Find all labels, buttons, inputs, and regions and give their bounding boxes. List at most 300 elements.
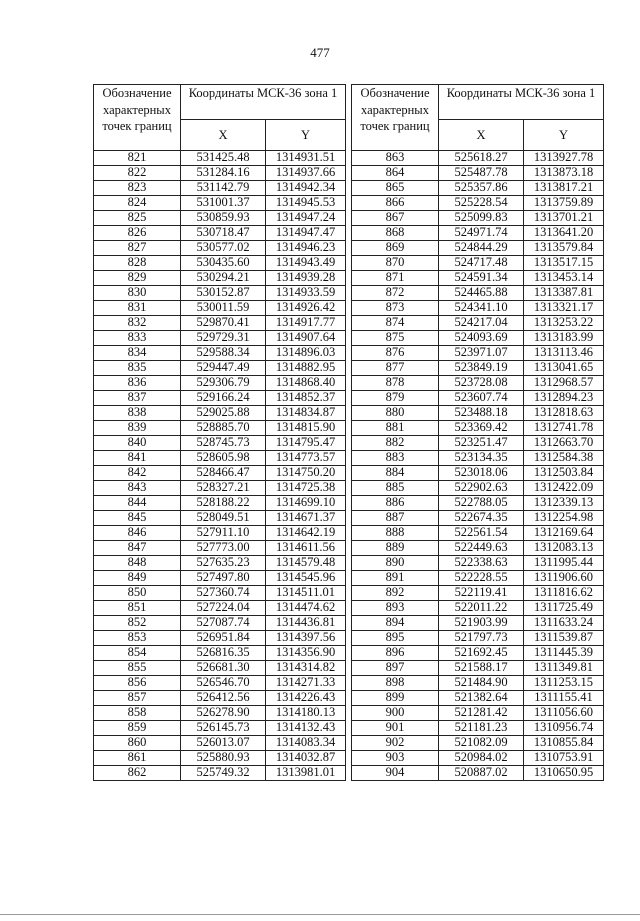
x-cell: 520887.02	[439, 766, 524, 781]
y-cell: 1314917.77	[266, 316, 346, 331]
x-cell: 531142.79	[181, 181, 266, 196]
point-cell: 833	[94, 331, 181, 346]
header-y: Y	[524, 120, 604, 151]
x-cell: 531001.37	[181, 196, 266, 211]
x-cell: 528188.22	[181, 496, 266, 511]
point-cell: 883	[352, 451, 439, 466]
y-cell: 1311633.24	[524, 616, 604, 631]
table-row	[352, 496, 604, 511]
point-cell: 840	[94, 436, 181, 451]
point-cell: 892	[352, 586, 439, 601]
table-row	[94, 526, 346, 541]
y-cell: 1310753.91	[524, 751, 604, 766]
point-cell: 862	[94, 766, 181, 781]
table-row	[352, 706, 604, 721]
y-cell: 1314397.56	[266, 631, 346, 646]
table-row	[94, 721, 346, 736]
x-cell: 522119.41	[439, 586, 524, 601]
y-cell: 1314180.13	[266, 706, 346, 721]
y-cell: 1313183.99	[524, 331, 604, 346]
y-cell: 1314882.95	[266, 361, 346, 376]
y-cell: 1314852.37	[266, 391, 346, 406]
table-row	[352, 631, 604, 646]
x-cell: 525357.86	[439, 181, 524, 196]
table-row	[94, 616, 346, 631]
table-row	[352, 601, 604, 616]
x-cell: 528049.51	[181, 511, 266, 526]
y-cell: 1314945.53	[266, 196, 346, 211]
table-row	[352, 241, 604, 256]
table-row	[352, 406, 604, 421]
x-cell: 522902.63	[439, 481, 524, 496]
point-cell: 839	[94, 421, 181, 436]
table-row	[352, 301, 604, 316]
point-cell: 847	[94, 541, 181, 556]
y-cell: 1313321.17	[524, 301, 604, 316]
y-cell: 1312818.63	[524, 406, 604, 421]
point-cell: 879	[352, 391, 439, 406]
table-row	[94, 256, 346, 271]
y-cell: 1314947.24	[266, 211, 346, 226]
header-point: Обозначение характерных точек границ	[352, 85, 439, 151]
x-cell: 526145.73	[181, 721, 266, 736]
x-cell: 527773.00	[181, 541, 266, 556]
y-cell: 1314795.47	[266, 436, 346, 451]
point-cell: 851	[94, 601, 181, 616]
point-cell: 880	[352, 406, 439, 421]
x-cell: 529870.41	[181, 316, 266, 331]
table-row	[352, 376, 604, 391]
table-row	[352, 766, 604, 781]
y-cell: 1311445.39	[524, 646, 604, 661]
x-cell: 524717.48	[439, 256, 524, 271]
table-row	[352, 226, 604, 241]
y-cell: 1314725.38	[266, 481, 346, 496]
table-row	[94, 481, 346, 496]
x-cell: 529025.88	[181, 406, 266, 421]
point-cell: 897	[352, 661, 439, 676]
table-row	[94, 346, 346, 361]
point-cell: 854	[94, 646, 181, 661]
y-cell: 1314226.43	[266, 691, 346, 706]
table-row	[94, 496, 346, 511]
x-cell: 521588.17	[439, 661, 524, 676]
point-cell: 894	[352, 616, 439, 631]
header-x: X	[439, 120, 524, 151]
x-cell: 523849.19	[439, 361, 524, 376]
table-row	[352, 751, 604, 766]
x-cell: 522561.54	[439, 526, 524, 541]
y-cell: 1313701.21	[524, 211, 604, 226]
x-cell: 522674.35	[439, 511, 524, 526]
x-cell: 529588.34	[181, 346, 266, 361]
y-cell: 1312503.84	[524, 466, 604, 481]
table-row	[352, 676, 604, 691]
point-cell: 842	[94, 466, 181, 481]
y-cell: 1314815.90	[266, 421, 346, 436]
table-row	[352, 331, 604, 346]
y-cell: 1313041.65	[524, 361, 604, 376]
y-cell: 1314314.82	[266, 661, 346, 676]
y-cell: 1311155.41	[524, 691, 604, 706]
point-cell: 900	[352, 706, 439, 721]
x-cell: 531284.16	[181, 166, 266, 181]
y-cell: 1314750.20	[266, 466, 346, 481]
table-row	[94, 406, 346, 421]
y-cell: 1314671.37	[266, 511, 346, 526]
point-cell: 876	[352, 346, 439, 361]
header-coords: Координаты МСК-36 зона 1	[439, 85, 604, 120]
y-cell: 1313113.46	[524, 346, 604, 361]
coordinates-table-right	[351, 84, 604, 781]
point-cell: 844	[94, 496, 181, 511]
x-cell: 526816.35	[181, 646, 266, 661]
table-row	[94, 541, 346, 556]
point-cell: 890	[352, 556, 439, 571]
table-row	[94, 241, 346, 256]
x-cell: 524093.69	[439, 331, 524, 346]
y-cell: 1314834.87	[266, 406, 346, 421]
header-x: X	[181, 120, 266, 151]
point-cell: 863	[352, 151, 439, 166]
x-cell: 530577.02	[181, 241, 266, 256]
header-point: Обозначение характерных точек границ	[94, 85, 181, 151]
x-cell: 527224.04	[181, 601, 266, 616]
header-coords: Координаты МСК-36 зона 1	[181, 85, 346, 120]
y-cell: 1314943.49	[266, 256, 346, 271]
y-cell: 1312254.98	[524, 511, 604, 526]
y-cell: 1312584.38	[524, 451, 604, 466]
table-row	[94, 181, 346, 196]
table-row	[94, 421, 346, 436]
table-row	[352, 196, 604, 211]
point-cell: 885	[352, 481, 439, 496]
y-cell: 1313387.81	[524, 286, 604, 301]
point-cell: 865	[352, 181, 439, 196]
table-row	[352, 316, 604, 331]
y-cell: 1313817.21	[524, 181, 604, 196]
y-cell: 1314271.33	[266, 676, 346, 691]
x-cell: 525880.93	[181, 751, 266, 766]
point-cell: 866	[352, 196, 439, 211]
point-cell: 903	[352, 751, 439, 766]
x-cell: 530859.93	[181, 211, 266, 226]
point-cell: 827	[94, 241, 181, 256]
y-cell: 1310855.84	[524, 736, 604, 751]
y-cell: 1314946.23	[266, 241, 346, 256]
point-cell: 821	[94, 151, 181, 166]
x-cell: 523728.08	[439, 376, 524, 391]
y-cell: 1311253.15	[524, 676, 604, 691]
x-cell: 523488.18	[439, 406, 524, 421]
point-cell: 825	[94, 211, 181, 226]
x-cell: 521181.23	[439, 721, 524, 736]
y-cell: 1312083.13	[524, 541, 604, 556]
x-cell: 524591.34	[439, 271, 524, 286]
table-row	[94, 196, 346, 211]
y-cell: 1314942.34	[266, 181, 346, 196]
y-cell: 1314907.64	[266, 331, 346, 346]
x-cell: 527497.80	[181, 571, 266, 586]
table-row	[352, 286, 604, 301]
table-row	[94, 736, 346, 751]
x-cell: 528605.98	[181, 451, 266, 466]
table-row	[94, 301, 346, 316]
y-cell: 1314947.47	[266, 226, 346, 241]
y-cell: 1313517.15	[524, 256, 604, 271]
x-cell: 530294.21	[181, 271, 266, 286]
y-cell: 1314933.59	[266, 286, 346, 301]
table-row	[352, 151, 604, 166]
table-row	[94, 691, 346, 706]
point-cell: 869	[352, 241, 439, 256]
x-cell: 526681.30	[181, 661, 266, 676]
x-cell: 521797.73	[439, 631, 524, 646]
table-row	[94, 286, 346, 301]
table-row	[352, 211, 604, 226]
point-cell: 887	[352, 511, 439, 526]
point-cell: 861	[94, 751, 181, 766]
x-cell: 524217.04	[439, 316, 524, 331]
point-cell: 837	[94, 391, 181, 406]
x-cell: 524844.29	[439, 241, 524, 256]
x-cell: 521484.90	[439, 676, 524, 691]
x-cell: 526951.84	[181, 631, 266, 646]
x-cell: 524465.88	[439, 286, 524, 301]
x-cell: 521281.42	[439, 706, 524, 721]
table-row	[352, 391, 604, 406]
scan-edge-line	[0, 914, 640, 915]
x-cell: 530435.60	[181, 256, 266, 271]
y-cell: 1311725.49	[524, 601, 604, 616]
point-cell: 831	[94, 301, 181, 316]
table-row	[352, 481, 604, 496]
x-cell: 523369.42	[439, 421, 524, 436]
table-row	[94, 631, 346, 646]
point-cell: 828	[94, 256, 181, 271]
y-cell: 1310650.95	[524, 766, 604, 781]
point-cell: 849	[94, 571, 181, 586]
point-cell: 886	[352, 496, 439, 511]
point-cell: 824	[94, 196, 181, 211]
x-cell: 530718.47	[181, 226, 266, 241]
point-cell: 843	[94, 481, 181, 496]
x-cell: 523134.35	[439, 451, 524, 466]
point-cell: 826	[94, 226, 181, 241]
table-row	[352, 616, 604, 631]
point-cell: 848	[94, 556, 181, 571]
y-cell: 1314545.96	[266, 571, 346, 586]
point-cell: 889	[352, 541, 439, 556]
point-cell: 902	[352, 736, 439, 751]
point-cell: 878	[352, 376, 439, 391]
x-cell: 526278.90	[181, 706, 266, 721]
point-cell: 872	[352, 286, 439, 301]
point-cell: 891	[352, 571, 439, 586]
x-cell: 529729.31	[181, 331, 266, 346]
table-row	[94, 316, 346, 331]
y-cell: 1313981.01	[266, 766, 346, 781]
x-cell: 523251.47	[439, 436, 524, 451]
y-cell: 1314474.62	[266, 601, 346, 616]
point-cell: 856	[94, 676, 181, 691]
table-row	[352, 421, 604, 436]
table-row	[352, 661, 604, 676]
point-cell: 884	[352, 466, 439, 481]
point-cell: 836	[94, 376, 181, 391]
y-cell: 1314939.28	[266, 271, 346, 286]
y-cell: 1312169.64	[524, 526, 604, 541]
table-row	[94, 751, 346, 766]
table-row	[94, 271, 346, 286]
x-cell: 522449.63	[439, 541, 524, 556]
y-cell: 1313927.78	[524, 151, 604, 166]
x-cell: 528466.47	[181, 466, 266, 481]
point-cell: 845	[94, 511, 181, 526]
x-cell: 521382.64	[439, 691, 524, 706]
y-cell: 1314511.01	[266, 586, 346, 601]
y-cell: 1312339.13	[524, 496, 604, 511]
table-row	[94, 571, 346, 586]
x-cell: 522338.63	[439, 556, 524, 571]
y-cell: 1312741.78	[524, 421, 604, 436]
table-row	[94, 766, 346, 781]
point-cell: 898	[352, 676, 439, 691]
point-cell: 823	[94, 181, 181, 196]
y-cell: 1314132.43	[266, 721, 346, 736]
point-cell: 864	[352, 166, 439, 181]
y-cell: 1311056.60	[524, 706, 604, 721]
table-row	[352, 571, 604, 586]
y-cell: 1313873.18	[524, 166, 604, 181]
y-cell: 1312422.09	[524, 481, 604, 496]
point-cell: 888	[352, 526, 439, 541]
table-row	[94, 451, 346, 466]
x-cell: 525749.32	[181, 766, 266, 781]
point-cell: 899	[352, 691, 439, 706]
y-cell: 1312968.57	[524, 376, 604, 391]
x-cell: 520984.02	[439, 751, 524, 766]
point-cell: 875	[352, 331, 439, 346]
point-cell: 838	[94, 406, 181, 421]
coordinates-tables	[93, 84, 604, 781]
x-cell: 523971.07	[439, 346, 524, 361]
y-cell: 1312663.70	[524, 436, 604, 451]
point-cell: 871	[352, 271, 439, 286]
point-cell: 882	[352, 436, 439, 451]
table-row	[94, 166, 346, 181]
x-cell: 531425.48	[181, 151, 266, 166]
x-cell: 526412.56	[181, 691, 266, 706]
table-row	[94, 391, 346, 406]
table-row	[94, 466, 346, 481]
header-y: Y	[266, 120, 346, 151]
x-cell: 527911.10	[181, 526, 266, 541]
y-cell: 1314436.81	[266, 616, 346, 631]
x-cell: 528885.70	[181, 421, 266, 436]
x-cell: 523607.74	[439, 391, 524, 406]
table-row	[352, 346, 604, 361]
point-cell: 893	[352, 601, 439, 616]
point-cell: 852	[94, 616, 181, 631]
table-body-right	[352, 151, 604, 781]
y-cell: 1312894.23	[524, 391, 604, 406]
table-row	[94, 556, 346, 571]
x-cell: 525487.78	[439, 166, 524, 181]
table-row	[94, 331, 346, 346]
point-cell: 873	[352, 301, 439, 316]
table-row	[94, 151, 346, 166]
x-cell: 524341.10	[439, 301, 524, 316]
x-cell: 522788.05	[439, 496, 524, 511]
y-cell: 1314868.40	[266, 376, 346, 391]
x-cell: 525618.27	[439, 151, 524, 166]
table-row	[352, 646, 604, 661]
y-cell: 1314931.51	[266, 151, 346, 166]
y-cell: 1314611.56	[266, 541, 346, 556]
table-row	[352, 256, 604, 271]
x-cell: 523018.06	[439, 466, 524, 481]
x-cell: 529166.24	[181, 391, 266, 406]
x-cell: 522228.55	[439, 571, 524, 586]
table-row	[94, 646, 346, 661]
table-row	[94, 511, 346, 526]
y-cell: 1311539.87	[524, 631, 604, 646]
point-cell: 881	[352, 421, 439, 436]
x-cell: 521082.09	[439, 736, 524, 751]
point-cell: 832	[94, 316, 181, 331]
table-row	[94, 226, 346, 241]
y-cell: 1314083.34	[266, 736, 346, 751]
point-cell: 895	[352, 631, 439, 646]
x-cell: 530011.59	[181, 301, 266, 316]
table-row	[352, 721, 604, 736]
y-cell: 1314937.66	[266, 166, 346, 181]
y-cell: 1311816.62	[524, 586, 604, 601]
point-cell: 850	[94, 586, 181, 601]
table-row	[94, 361, 346, 376]
x-cell: 521903.99	[439, 616, 524, 631]
x-cell: 525228.54	[439, 196, 524, 211]
table-row	[94, 601, 346, 616]
y-cell: 1314896.03	[266, 346, 346, 361]
y-cell: 1314579.48	[266, 556, 346, 571]
x-cell: 522011.22	[439, 601, 524, 616]
table-row	[94, 706, 346, 721]
y-cell: 1311906.60	[524, 571, 604, 586]
y-cell: 1313641.20	[524, 226, 604, 241]
table-row	[94, 661, 346, 676]
x-cell: 521692.45	[439, 646, 524, 661]
x-cell: 529447.49	[181, 361, 266, 376]
y-cell: 1313453.14	[524, 271, 604, 286]
point-cell: 868	[352, 226, 439, 241]
table-row	[94, 436, 346, 451]
coordinates-table-left	[93, 84, 346, 781]
x-cell: 529306.79	[181, 376, 266, 391]
table-row	[352, 361, 604, 376]
table-row	[352, 166, 604, 181]
point-cell: 829	[94, 271, 181, 286]
table-row	[352, 586, 604, 601]
x-cell: 524971.74	[439, 226, 524, 241]
point-cell: 860	[94, 736, 181, 751]
point-cell: 859	[94, 721, 181, 736]
point-cell: 858	[94, 706, 181, 721]
y-cell: 1313579.84	[524, 241, 604, 256]
table-row	[352, 451, 604, 466]
point-cell: 857	[94, 691, 181, 706]
